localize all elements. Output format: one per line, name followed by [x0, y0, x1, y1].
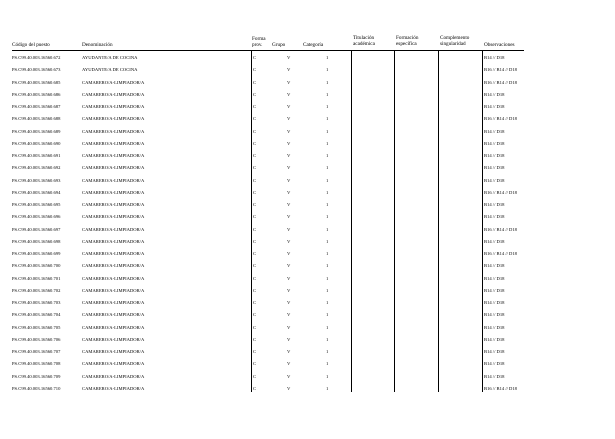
table-row [0, 153, 615, 165]
cell-grupo: V [287, 349, 291, 354]
cell-codigo: PS.C99.40.003.16560.673 [12, 67, 61, 73]
cell-observaciones: B14 // D18 [484, 275, 505, 281]
header-titulacion-line1: Titulación [353, 35, 375, 41]
cell-denominacion: CAMARERO/A-LIMPIADOR/A [82, 385, 145, 391]
cell-grupo: V [287, 373, 291, 379]
cell-forma-prov: C [253, 104, 257, 109]
cell-categoria: 1 [326, 373, 329, 379]
cell-categoria: 1 [326, 214, 329, 220]
cell-grupo: V [287, 91, 291, 97]
cell-codigo: PS.C99.40.003.16560.692 [12, 165, 61, 171]
table-row [0, 288, 615, 300]
cell-observaciones: B16 // B14 // D18 [484, 67, 517, 73]
cell-grupo: V [287, 116, 291, 122]
cell-codigo: PS.C99.40.003.16560.704 [12, 312, 61, 318]
cell-codigo: PS.C99.40.003.16560.691 [12, 153, 61, 158]
cell-forma-prov: C [253, 140, 257, 146]
cell-observaciones: B16 // B14 // D18 [484, 79, 517, 85]
cell-codigo: PS.C99.40.003.16560.696 [12, 214, 61, 220]
cell-codigo: PS.C99.40.003.16560.700 [12, 263, 61, 269]
cell-observaciones: B14 // D18 [484, 373, 505, 379]
cell-forma-prov: C [253, 263, 257, 269]
cell-grupo: V [287, 336, 291, 342]
cell-codigo: PS.C99.40.003.16560.672 [12, 55, 61, 60]
cell-forma-prov: C [253, 177, 257, 183]
cell-grupo: V [287, 275, 291, 281]
cell-codigo: PS.C99.40.003.16560.701 [12, 275, 61, 281]
cell-categoria: 1 [326, 300, 329, 305]
cell-categoria: 1 [326, 189, 329, 195]
cell-grupo: V [287, 177, 291, 183]
cell-forma-prov: C [253, 361, 257, 367]
table-row [0, 165, 615, 177]
cell-forma-prov: C [253, 214, 257, 220]
table-row [0, 55, 615, 67]
cell-categoria: 1 [326, 324, 329, 330]
cell-forma-prov: C [253, 349, 257, 354]
table-row [0, 239, 615, 251]
table-row [0, 312, 615, 324]
cell-denominacion: CAMARERO/A-LIMPIADOR/A [82, 336, 145, 342]
header-formacion-line1: Formación [396, 35, 419, 41]
cell-codigo: PS.C99.40.003.16560.699 [12, 251, 61, 256]
cell-grupo: V [287, 67, 291, 73]
header-titulacion [353, 35, 375, 47]
cell-forma-prov: C [253, 275, 257, 281]
header-observaciones-label: Observaciones [484, 42, 515, 48]
table-row [0, 129, 615, 141]
table-row [0, 325, 615, 337]
header-forma-line1: Forma [252, 36, 266, 42]
table-row [0, 349, 615, 361]
cell-denominacion: CAMARERO/A-LIMPIADOR/A [82, 226, 145, 232]
cell-grupo: V [287, 214, 291, 220]
table-row [0, 251, 615, 263]
cell-forma-prov: C [253, 202, 257, 207]
cell-observaciones: B14 // D18 [484, 214, 505, 220]
header-grupo [272, 42, 285, 48]
cell-denominacion: CAMARERO/A-LIMPIADOR/A [82, 177, 145, 183]
table-row [0, 300, 615, 312]
header-codigo-label: Código del puesto [12, 42, 50, 48]
table-row [0, 263, 615, 275]
header-denominacion-label: Denominación [82, 42, 113, 48]
cell-denominacion: CAMARERO/A-LIMPIADOR/A [82, 104, 145, 109]
table-row [0, 227, 615, 239]
cell-denominacion: AYUDANTE/A DE COCINA [82, 67, 138, 73]
cell-observaciones: B14 // D18 [484, 312, 505, 318]
cell-observaciones: B14 // D18 [484, 55, 505, 60]
cell-codigo: PS.C99.40.003.16560.690 [12, 140, 61, 146]
cell-denominacion: CAMARERO/A-LIMPIADOR/A [82, 214, 145, 220]
cell-observaciones: B14 // D18 [484, 140, 505, 146]
cell-categoria: 1 [326, 153, 329, 158]
cell-denominacion: CAMARERO/A-LIMPIADOR/A [82, 116, 145, 122]
cell-categoria: 1 [326, 79, 329, 85]
table-row [0, 141, 615, 153]
cell-denominacion: CAMARERO/A-LIMPIADOR/A [82, 189, 145, 195]
cell-observaciones: B16 // B14 // D18 [484, 385, 517, 391]
cell-observaciones: B14 // D18 [484, 324, 505, 330]
cell-observaciones: B14 // D18 [484, 202, 505, 207]
header-grupo-label: Grupo [272, 42, 286, 48]
cell-grupo: V [287, 300, 291, 305]
cell-codigo: PS.C99.40.003.16560.694 [12, 189, 61, 195]
cell-denominacion: CAMARERO/A-LIMPIADOR/A [82, 263, 145, 269]
cell-denominacion: CAMARERO/A-LIMPIADOR/A [82, 361, 145, 367]
header-complemento-line1: Complemento [440, 35, 470, 41]
cell-grupo: V [287, 153, 291, 158]
cell-denominacion: CAMARERO/A-LIMPIADOR/A [82, 153, 145, 158]
cell-grupo: V [287, 79, 291, 85]
header-complemento [440, 35, 469, 47]
header-forma-line2: prov. [252, 42, 263, 48]
cell-forma-prov: C [253, 91, 257, 97]
cell-grupo: V [287, 385, 291, 391]
cell-codigo: PS.C99.40.003.16560.697 [12, 226, 61, 232]
cell-codigo: PS.C99.40.003.16560.707 [12, 349, 61, 354]
cell-grupo: V [287, 287, 291, 293]
cell-forma-prov: C [253, 238, 257, 244]
cell-categoria: 1 [326, 336, 329, 342]
cell-observaciones: B14 // D18 [484, 361, 505, 367]
cell-grupo: V [287, 324, 291, 330]
cell-forma-prov: C [253, 189, 257, 195]
cell-denominacion: CAMARERO/A-LIMPIADOR/A [82, 349, 145, 354]
cell-observaciones: B14 // D18 [484, 165, 505, 171]
cell-denominacion: CAMARERO/A-LIMPIADOR/A [82, 275, 145, 281]
header-categoria-label: Categoría [303, 42, 324, 48]
cell-grupo: V [287, 202, 291, 207]
cell-codigo: PS.C99.40.003.16560.687 [12, 104, 61, 109]
cell-categoria: 1 [326, 287, 329, 293]
header-formacion [396, 35, 418, 47]
cell-forma-prov: C [253, 300, 257, 305]
cell-categoria: 1 [326, 251, 329, 256]
cell-codigo: PS.C99.40.003.16560.708 [12, 361, 61, 367]
cell-codigo: PS.C99.40.003.16560.698 [12, 238, 61, 244]
cell-observaciones: B14 // D18 [484, 300, 505, 305]
cell-categoria: 1 [326, 165, 329, 171]
cell-codigo: PS.C99.40.003.16560.709 [12, 373, 61, 379]
table-row [0, 202, 615, 214]
cell-denominacion: CAMARERO/A-LIMPIADOR/A [82, 287, 145, 293]
table-row [0, 214, 615, 226]
cell-observaciones: B14 // D18 [484, 336, 505, 342]
cell-denominacion: CAMARERO/A-LIMPIADOR/A [82, 238, 145, 244]
cell-forma-prov: C [253, 336, 257, 342]
header-forma-prov [252, 36, 266, 48]
cell-categoria: 1 [326, 177, 329, 183]
cell-denominacion: CAMARERO/A-LIMPIADOR/A [82, 165, 145, 171]
table-row [0, 386, 615, 398]
cell-categoria: 1 [326, 238, 329, 244]
header-denominacion [82, 42, 113, 48]
cell-grupo: V [287, 361, 291, 367]
cell-categoria: 1 [326, 361, 329, 367]
cell-categoria: 1 [326, 263, 329, 269]
cell-forma-prov: C [253, 226, 257, 232]
cell-forma-prov: C [253, 116, 257, 122]
header-observaciones [484, 42, 515, 48]
cell-observaciones: B14 // D18 [484, 91, 505, 97]
cell-codigo: PS.C99.40.003.16560.702 [12, 287, 61, 293]
cell-grupo: V [287, 226, 291, 232]
cell-categoria: 1 [326, 312, 329, 318]
cell-categoria: 1 [326, 104, 329, 109]
cell-forma-prov: C [253, 67, 257, 73]
cell-forma-prov: C [253, 373, 257, 379]
cell-denominacion: CAMARERO/A-LIMPIADOR/A [82, 79, 145, 85]
cell-grupo: V [287, 189, 291, 195]
cell-forma-prov: C [253, 312, 257, 318]
table-row [0, 276, 615, 288]
table-row [0, 116, 615, 128]
cell-observaciones: B14 // D18 [484, 177, 505, 183]
table-row [0, 104, 615, 116]
cell-observaciones: B14 // D18 [484, 349, 505, 354]
cell-grupo: V [287, 263, 291, 269]
cell-denominacion: AYUDANTE/A DE COCINA [82, 55, 138, 60]
cell-observaciones: B16 // B14 // D18 [484, 226, 517, 232]
cell-codigo: PS.C99.40.003.16560.703 [12, 300, 61, 305]
cell-codigo: PS.C99.40.003.16560.695 [12, 202, 61, 207]
cell-codigo: PS.C99.40.003.16560.688 [12, 116, 61, 122]
cell-denominacion: CAMARERO/A-LIMPIADOR/A [82, 202, 145, 207]
cell-forma-prov: C [253, 287, 257, 293]
cell-forma-prov: C [253, 385, 257, 391]
header-titulacion-line2: académica [353, 41, 375, 47]
cell-observaciones: B16 // B14 // D18 [484, 251, 517, 256]
cell-categoria: 1 [326, 67, 329, 73]
table-row [0, 92, 615, 104]
cell-grupo: V [287, 251, 291, 256]
cell-codigo: PS.C99.40.003.16560.705 [12, 324, 61, 330]
cell-forma-prov: C [253, 79, 257, 85]
header-complemento-line2: singularidad [440, 41, 466, 47]
cell-observaciones: B14 // D18 [484, 128, 505, 134]
cell-grupo: V [287, 55, 291, 60]
cell-grupo: V [287, 140, 291, 146]
cell-observaciones: B14 // D18 [484, 104, 505, 109]
header-formacion-line2: específica [396, 41, 417, 47]
cell-codigo: PS.C99.40.003.16560.685 [12, 79, 61, 85]
table-row [0, 374, 615, 386]
cell-denominacion: CAMARERO/A-LIMPIADOR/A [82, 251, 145, 256]
table-row [0, 361, 615, 373]
cell-forma-prov: C [253, 55, 257, 60]
cell-observaciones: B14 // D18 [484, 238, 505, 244]
cell-categoria: 1 [326, 128, 329, 134]
cell-observaciones: B16 // B14 // D18 [484, 116, 517, 122]
table-row [0, 67, 615, 79]
cell-categoria: 1 [326, 349, 329, 354]
cell-grupo: V [287, 238, 291, 244]
cell-forma-prov: C [253, 128, 257, 134]
cell-forma-prov: C [253, 165, 257, 171]
table-row [0, 337, 615, 349]
cell-observaciones: B14 // D18 [484, 153, 505, 158]
cell-denominacion: CAMARERO/A-LIMPIADOR/A [82, 373, 145, 379]
cell-categoria: 1 [326, 202, 329, 207]
header-codigo [12, 42, 50, 48]
cell-denominacion: CAMARERO/A-LIMPIADOR/A [82, 312, 145, 318]
cell-observaciones: B14 // D18 [484, 287, 505, 293]
header-rule [12, 50, 524, 51]
header-categoria [303, 42, 323, 48]
cell-forma-prov: C [253, 324, 257, 330]
cell-denominacion: CAMARERO/A-LIMPIADOR/A [82, 140, 145, 146]
table-row [0, 80, 615, 92]
cell-categoria: 1 [326, 116, 329, 122]
cell-grupo: V [287, 128, 291, 134]
table-row [0, 190, 615, 202]
cell-grupo: V [287, 104, 291, 109]
cell-codigo: PS.C99.40.003.16560.710 [12, 385, 61, 391]
cell-denominacion: CAMARERO/A-LIMPIADOR/A [82, 128, 145, 134]
cell-forma-prov: C [253, 251, 257, 256]
table-row [0, 178, 615, 190]
cell-denominacion: CAMARERO/A-LIMPIADOR/A [82, 300, 145, 305]
cell-categoria: 1 [326, 140, 329, 146]
cell-grupo: V [287, 312, 291, 318]
cell-codigo: PS.C99.40.003.16560.686 [12, 91, 61, 97]
cell-forma-prov: C [253, 153, 257, 158]
cell-categoria: 1 [326, 55, 329, 60]
cell-codigo: PS.C99.40.003.16560.693 [12, 177, 61, 183]
cell-categoria: 1 [326, 275, 329, 281]
cell-denominacion: CAMARERO/A-LIMPIADOR/A [82, 91, 145, 97]
cell-categoria: 1 [326, 91, 329, 97]
cell-grupo: V [287, 165, 291, 171]
cell-denominacion: CAMARERO/A-LIMPIADOR/A [82, 324, 145, 330]
cell-codigo: PS.C99.40.003.16560.689 [12, 128, 61, 134]
cell-observaciones: B14 // D18 [484, 263, 505, 269]
cell-codigo: PS.C99.40.003.16560.706 [12, 336, 61, 342]
cell-observaciones: B16 // B14 // D18 [484, 189, 517, 195]
cell-categoria: 1 [326, 226, 329, 232]
cell-categoria: 1 [326, 385, 329, 391]
